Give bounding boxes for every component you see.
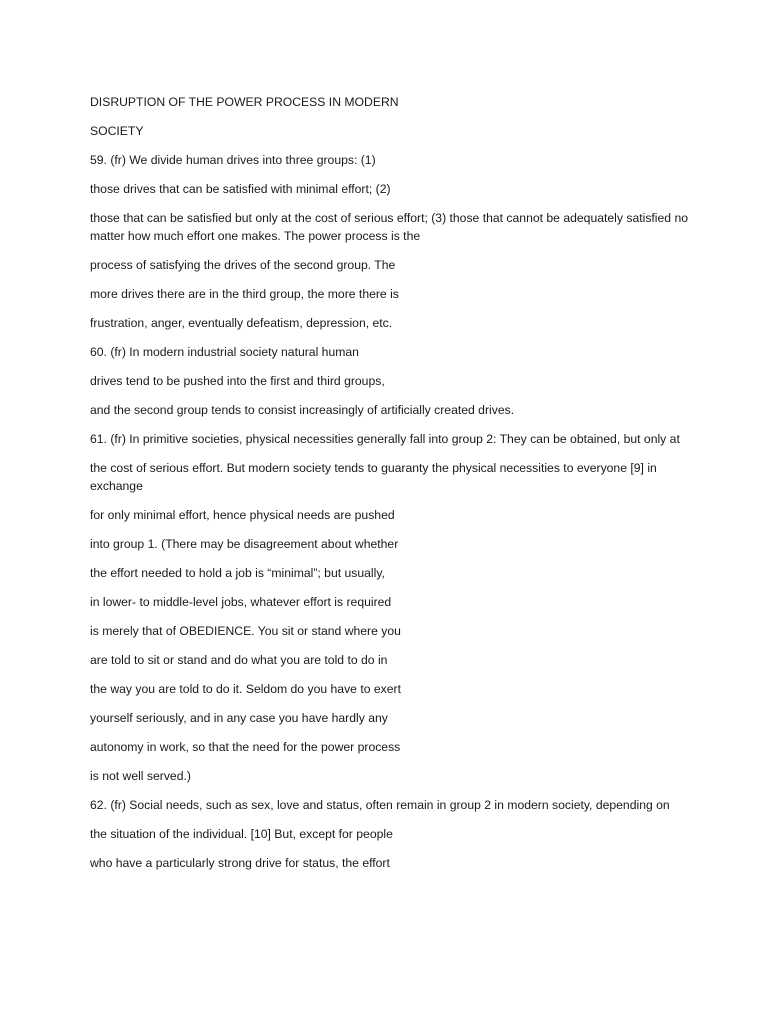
paragraph-line: for only minimal effort, hence physical needs are pushed xyxy=(90,508,395,522)
paragraph-line: drives tend to be pushed into the first and third groups, xyxy=(90,374,385,388)
paragraph-line: is merely that of OBEDIENCE. You sit or stand where you xyxy=(90,624,401,638)
section-heading-line-2: SOCIETY xyxy=(90,124,144,138)
paragraph-line: and the second group tends to consist increasingly of artificially created drives. xyxy=(90,403,515,417)
paragraph-line: are told to sit or stand and do what you are told to do in xyxy=(90,653,388,667)
paragraph-line: 60. (fr) In modern industrial society natural human xyxy=(90,345,359,359)
paragraph-line: into group 1. (There may be disagreement about whether xyxy=(90,537,399,551)
paragraph-line: autonomy in work, so that the need for the power process xyxy=(90,740,401,754)
paragraph-line: 61. (fr) In primitive societies, physical necessities generally fall into group 2: They can be obtained, but only at xyxy=(90,432,680,446)
document-body xyxy=(90,93,690,883)
paragraph-line: those that can be satisfied but only at the cost of serious effort; (3) those that cannot be adequately satisfied no matter how much effort one makes. The power process is the xyxy=(90,211,689,243)
paragraph-line: the situation of the individual. [10] But, except for people xyxy=(90,827,393,841)
paragraph-line: process of satisfying the drives of the second group. The xyxy=(90,258,396,272)
paragraph-line: the effort needed to hold a job is “minimal”; but usually, xyxy=(90,566,385,580)
paragraph-line: those drives that can be satisfied with minimal effort; (2) xyxy=(90,182,391,196)
paragraph-line: in lower- to middle-level jobs, whatever effort is required xyxy=(90,595,392,609)
paragraph-line: is not well served.) xyxy=(90,769,191,783)
paragraph-line: frustration, anger, eventually defeatism, depression, etc. xyxy=(90,316,393,330)
paragraph-line: 62. (fr) Social needs, such as sex, love and status, often remain in group 2 in modern society, depending on xyxy=(90,798,670,812)
paragraph-line: who have a particularly strong drive for status, the effort xyxy=(90,856,390,870)
section-heading-line-1: DISRUPTION OF THE POWER PROCESS IN MODERN xyxy=(90,95,399,109)
paragraph-line: 59. (fr) We divide human drives into three groups: (1) xyxy=(90,153,376,167)
paragraph-line: the way you are told to do it. Seldom do you have to exert xyxy=(90,682,401,696)
paragraph-line: more drives there are in the third group, the more there is xyxy=(90,287,399,301)
paragraph-line: yourself seriously, and in any case you have hardly any xyxy=(90,711,388,725)
paragraph-line: the cost of serious effort. But modern society tends to guaranty the physical necessities to everyone [9] in exchange xyxy=(90,461,657,493)
